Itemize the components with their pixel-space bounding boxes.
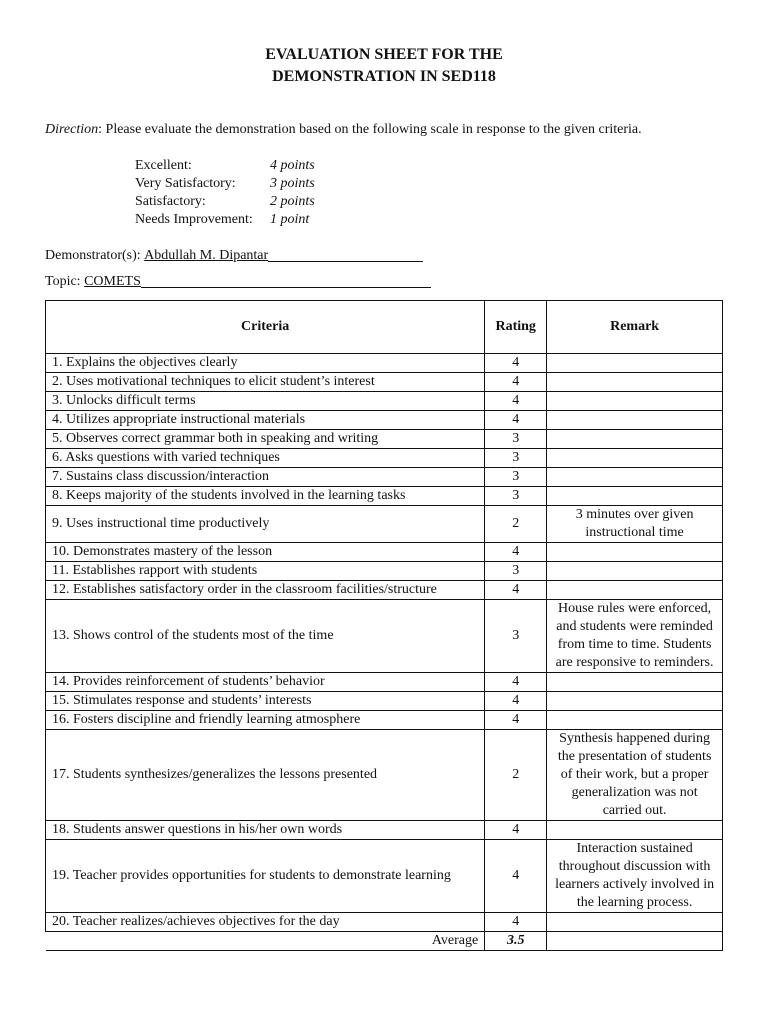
table-row [46,543,723,562]
table-row [46,373,723,392]
criteria-cell: 18. Students answer questions in his/her own words [46,821,485,840]
criteria-cell: 17. Students synthesizes/generalizes the lessons presented [46,730,485,821]
scale-row [135,193,315,211]
remark-cell [547,543,723,562]
topic-underline [141,273,431,288]
rating-cell: 4 [485,373,547,392]
table-row [46,506,723,543]
remark-cell [547,562,723,581]
table-row [46,600,723,673]
rating-cell: 3 [485,487,547,506]
criteria-cell: 15. Stimulates response and students’ interests [46,692,485,711]
rating-cell: 3 [485,600,547,673]
criteria-cell: 16. Fosters discipline and friendly learning atmosphere [46,711,485,730]
rating-cell: 4 [485,711,547,730]
remark-cell [547,581,723,600]
demonstrator-value: Abdullah M. Dipantar [144,248,269,263]
scale-row [135,157,315,175]
rating-cell: 2 [485,506,547,543]
table-row [46,581,723,600]
criteria-cell: 3. Unlocks difficult terms [46,392,485,411]
criteria-cell: 14. Provides reinforcement of students’ behavior [46,673,485,692]
rating-cell: 3 [485,449,547,468]
table-row [46,392,723,411]
topic-value: COMETS [84,274,141,289]
average-row [46,932,723,951]
criteria-cell: 2. Uses motivational techniques to elicit student’s interest [46,373,485,392]
remark-cell [547,392,723,411]
rating-cell: 4 [485,354,547,373]
rating-cell: 3 [485,468,547,487]
topic-field [45,273,431,291]
table-row [46,711,723,730]
scale-points: 2 points [270,194,315,209]
criteria-cell: 20. Teacher realizes/achieves objectives for the day [46,913,485,932]
remark-cell [547,692,723,711]
scale-points: 4 points [270,158,315,173]
remark-cell [547,821,723,840]
scale-label: Very Satisfactory: [135,176,236,191]
topic-label: Topic: [45,274,81,289]
remark-cell [547,449,723,468]
evaluation-table [45,300,723,951]
remark-cell [547,468,723,487]
rating-cell: 4 [485,673,547,692]
remark-cell [547,711,723,730]
remark-cell [547,430,723,449]
scale-label: Needs Improvement: [135,212,253,227]
scale-row [135,211,315,229]
table-row [46,673,723,692]
criteria-cell: 13. Shows control of the students most of the time [46,600,485,673]
remark-cell: 3 minutes over given instructional time [547,506,723,543]
table-row [46,411,723,430]
criteria-header: Criteria [46,301,485,354]
title-line-1: EVALUATION SHEET FOR THE [265,46,503,63]
table-row [46,840,723,913]
table-row [46,487,723,506]
direction-text: : Please evaluate the demonstration based on the following scale in response to the given criteria. [98,122,642,137]
remark-cell [547,411,723,430]
demonstrator-label: Demonstrator(s): [45,248,141,263]
document-title [0,44,768,88]
rating-cell: 4 [485,581,547,600]
rating-scale [135,157,315,229]
direction-label: Direction [45,122,99,137]
table-row [46,692,723,711]
table-header-row [46,301,723,354]
table-row [46,430,723,449]
criteria-cell: 10. Demonstrates mastery of the lesson [46,543,485,562]
rating-cell: 3 [485,430,547,449]
rating-cell: 4 [485,543,547,562]
remark-cell: Synthesis happened during the presentation of students of their work, but a proper generalization was not carried out. [547,730,723,821]
direction-paragraph [45,121,745,139]
criteria-cell: 12. Establishes satisfactory order in the classroom facilities/structure [46,581,485,600]
criteria-cell: 9. Uses instructional time productively [46,506,485,543]
table-row [46,730,723,821]
title-line-2: DEMONSTRATION IN SED118 [272,68,496,85]
rating-cell: 4 [485,821,547,840]
remark-cell [547,487,723,506]
average-label: Average [46,932,485,951]
remark-header: Remark [547,301,723,354]
scale-points: 3 points [270,176,315,191]
rating-header: Rating [485,301,547,354]
table-row [46,468,723,487]
table-row [46,562,723,581]
remark-cell: House rules were enforced, and students were reminded from time to time. Students are responsive to reminders. [547,600,723,673]
table-row [46,821,723,840]
table-row [46,449,723,468]
demonstrator-field [45,247,423,265]
scale-label: Excellent: [135,158,192,173]
table-row [46,354,723,373]
average-remark [547,932,723,951]
demonstrator-underline [268,247,423,262]
criteria-cell: 5. Observes correct grammar both in speaking and writing [46,430,485,449]
remark-cell [547,373,723,392]
remark-cell [547,913,723,932]
rating-cell: 2 [485,730,547,821]
remark-cell: Interaction sustained throughout discussion with learners actively involved in the learning process. [547,840,723,913]
remark-cell [547,673,723,692]
rating-cell: 4 [485,840,547,913]
rating-cell: 4 [485,392,547,411]
scale-row [135,175,315,193]
table-row [46,913,723,932]
criteria-cell: 1. Explains the objectives clearly [46,354,485,373]
rating-cell: 3 [485,562,547,581]
rating-cell: 4 [485,913,547,932]
criteria-cell: 4. Utilizes appropriate instructional materials [46,411,485,430]
scale-points: 1 point [270,212,310,227]
average-value: 3.5 [485,932,547,951]
criteria-cell: 19. Teacher provides opportunities for students to demonstrate learning [46,840,485,913]
rating-cell: 4 [485,411,547,430]
criteria-cell: 7. Sustains class discussion/interaction [46,468,485,487]
scale-label: Satisfactory: [135,194,206,209]
criteria-cell: 8. Keeps majority of the students involved in the learning tasks [46,487,485,506]
criteria-cell: 11. Establishes rapport with students [46,562,485,581]
remark-cell [547,354,723,373]
rating-cell: 4 [485,692,547,711]
criteria-cell: 6. Asks questions with varied techniques [46,449,485,468]
